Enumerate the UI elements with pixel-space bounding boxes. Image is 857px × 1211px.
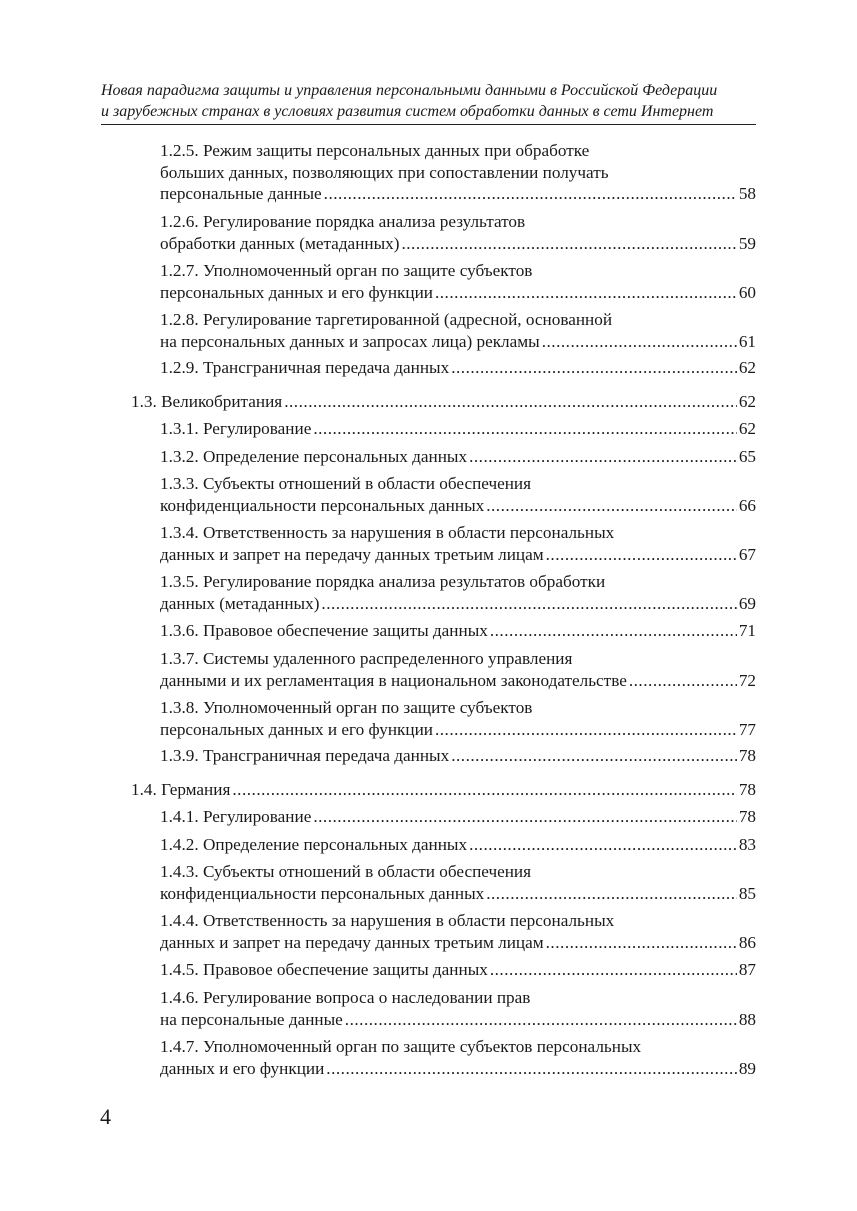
header-rule — [101, 124, 756, 125]
toc-entry-title-line: 1.2.8. Регулирование таргетированной (адресной, основанной — [160, 310, 613, 329]
toc-entry — [160, 522, 756, 565]
toc-entry — [160, 473, 756, 516]
toc-entry — [160, 446, 756, 468]
toc-entry — [160, 910, 756, 953]
toc-entry — [160, 806, 756, 828]
dot-leader — [469, 446, 737, 468]
toc-entry — [131, 391, 756, 413]
dot-leader — [451, 357, 737, 379]
toc-entry-last-line — [160, 959, 756, 981]
toc-entry — [160, 418, 756, 440]
toc-entry — [160, 959, 756, 981]
toc-entry-page: 61 — [738, 331, 756, 351]
toc-entry-title: 1.3. Великобритания — [131, 392, 283, 411]
toc-entry-page: 89 — [738, 1058, 756, 1078]
dot-leader — [490, 959, 737, 981]
toc-entry-title: 1.3.1. Регулирование — [160, 419, 312, 438]
toc-entry-last-line — [160, 745, 756, 767]
toc-entry-page: 77 — [738, 719, 756, 739]
toc-entry-page: 60 — [738, 282, 756, 302]
dot-leader — [321, 593, 736, 615]
running-head-line-2: и зарубежных странах в условиях развития систем обработки данных в сети Интернет — [101, 103, 714, 120]
toc-entry-page: 62 — [738, 419, 756, 438]
toc-entry-page: 83 — [738, 835, 756, 854]
toc-entry-title-line: 1.3.4. Ответственность за нарушения в области персональных — [160, 523, 615, 542]
toc-entry-page: 62 — [738, 392, 756, 411]
toc-entry — [160, 834, 756, 856]
dot-leader — [284, 391, 737, 413]
toc-entry-title: на персональные данные — [160, 1009, 343, 1029]
toc-entry-last-line — [131, 391, 756, 413]
toc-entry-last-line — [160, 1058, 756, 1080]
toc-entry-title: данными и их регламентация в национальном законодательстве — [160, 670, 627, 690]
toc-entry-last-line — [160, 670, 756, 692]
toc-entry-last-line — [160, 282, 756, 304]
toc-entry-title: 1.3.2. Определение персональных данных — [160, 447, 468, 466]
dot-leader — [542, 331, 737, 353]
toc-entry — [160, 1036, 756, 1079]
toc-entry-title: данных (метаданных) — [160, 593, 320, 613]
dot-leader — [469, 834, 737, 856]
toc-entry-last-line — [160, 1009, 756, 1031]
toc-entry-title: данных и запрет на передачу данных третьим лицам — [160, 932, 544, 952]
dot-leader — [313, 418, 736, 440]
toc-entry-page: 72 — [738, 670, 756, 690]
toc-entry-title: 1.4.1. Регулирование — [160, 807, 312, 826]
toc-entry-title: конфиденциальности персональных данных — [160, 495, 485, 515]
dot-leader — [486, 495, 737, 517]
toc-entry-page: 59 — [738, 233, 756, 253]
toc-entry-last-line — [160, 719, 756, 741]
toc-entry-title: на персональных данных и запросах лица) рекламы — [160, 331, 540, 351]
toc-entry-title: персональные данные — [160, 184, 322, 203]
toc-entry-page: 58 — [738, 184, 756, 203]
toc-entry-title-line: 1.4.6. Регулирование вопроса о наследовании прав — [160, 988, 531, 1007]
toc-entry — [160, 357, 756, 379]
toc-entry-title: 1.4.2. Определение персональных данных — [160, 835, 468, 854]
page-number: 4 — [100, 1104, 111, 1129]
toc-entry-title: данных и запрет на передачу данных третьим лицам — [160, 544, 544, 564]
toc-entry — [131, 779, 756, 801]
toc-entry-page: 65 — [738, 447, 756, 466]
dot-leader — [546, 544, 737, 566]
toc-entry-title-line: 1.4.4. Ответственность за нарушения в области персональных — [160, 911, 615, 930]
dot-leader — [313, 806, 736, 828]
toc-entry-page: 78 — [738, 746, 756, 765]
toc-entry-title-line: 1.2.6. Регулирование порядка анализа результатов — [160, 212, 526, 231]
toc-entry-title-line: 1.4.3. Субъекты отношений в области обеспечения — [160, 862, 532, 881]
toc-entry — [160, 140, 756, 205]
toc-entry-last-line — [160, 834, 756, 856]
toc-entry-title: персональных данных и его функции — [160, 282, 433, 302]
toc-entry — [160, 571, 756, 614]
toc-entry-page: 78 — [738, 807, 756, 826]
toc-entry-last-line — [160, 418, 756, 440]
toc-entry-title-line: 1.3.5. Регулирование порядка анализа результатов обработки — [160, 572, 606, 591]
toc-entry — [160, 211, 756, 254]
dot-leader — [546, 932, 737, 954]
toc-entry-title-line: 1.3.7. Системы удаленного распределенного управления — [160, 649, 573, 668]
toc-entry-title: данных и его функции — [160, 1058, 325, 1078]
toc-entry-last-line — [131, 779, 756, 801]
toc-entry — [160, 620, 756, 642]
dot-leader — [486, 883, 737, 905]
toc-entry-title: обработки данных (метаданных) — [160, 233, 400, 253]
toc-entry-last-line — [160, 233, 756, 255]
toc-entry-last-line — [160, 883, 756, 905]
toc-entry-title: 1.3.9. Трансграничная передача данных — [160, 746, 450, 765]
dot-leader — [629, 670, 737, 692]
toc-entry — [160, 745, 756, 767]
toc-entry-title: 1.4. Германия — [131, 780, 231, 799]
toc-entry-page: 88 — [738, 1009, 756, 1029]
toc-entry-title-line: 1.4.7. Уполномоченный орган по защите субъектов персональных — [160, 1037, 642, 1056]
running-head-line-1: Новая парадигма защиты и управления персональными данными в Российской Федерации — [101, 82, 718, 99]
toc-entry-title-line: 1.3.3. Субъекты отношений в области обеспечения — [160, 474, 532, 493]
toc-entry-page: 69 — [738, 593, 756, 613]
dot-leader — [232, 779, 736, 801]
toc-entry-last-line — [160, 932, 756, 954]
dot-leader — [490, 620, 737, 642]
toc-entry-page: 85 — [738, 883, 756, 903]
toc-entry-last-line — [160, 620, 756, 642]
dot-leader — [435, 282, 737, 304]
toc-entry-page: 67 — [738, 544, 756, 564]
toc-entry-page: 86 — [738, 932, 756, 952]
toc-entry — [160, 309, 756, 352]
dot-leader — [345, 1009, 737, 1031]
toc-entry — [160, 987, 756, 1030]
toc-entry-title: 1.2.9. Трансграничная передача данных — [160, 358, 450, 377]
toc-entry-title: персональных данных и его функции — [160, 719, 433, 739]
toc-entry-page: 71 — [738, 621, 756, 640]
dot-leader — [326, 1058, 737, 1080]
toc-entry-title-line: больших данных, позволяющих при сопоставлении получать — [160, 162, 609, 182]
toc-entry-page: 62 — [738, 358, 756, 377]
toc-entry-last-line — [160, 331, 756, 353]
toc-entry-last-line — [160, 357, 756, 379]
toc-entry-title: конфиденциальности персональных данных — [160, 883, 485, 903]
toc-entry-last-line — [160, 495, 756, 517]
toc-entry-page: 78 — [738, 780, 756, 799]
toc-entry-last-line — [160, 544, 756, 566]
toc-entry-title: 1.4.5. Правовое обеспечение защиты данных — [160, 960, 488, 979]
toc-entry-page: 87 — [738, 960, 756, 979]
toc-entry-title: 1.3.6. Правовое обеспечение защиты данных — [160, 621, 488, 640]
toc-entry-last-line — [160, 593, 756, 615]
dot-leader — [401, 233, 736, 255]
dot-leader — [451, 745, 737, 767]
toc-entry-last-line — [160, 183, 756, 205]
running-head — [101, 80, 756, 122]
toc-entry-last-line — [160, 446, 756, 468]
toc-entry — [160, 861, 756, 904]
toc-entry-title-line: 1.2.5. Режим защиты персональных данных при обработке — [160, 141, 590, 160]
toc-entry-title-line: 1.2.7. Уполномоченный орган по защите субъектов — [160, 261, 533, 280]
dot-leader — [324, 183, 737, 205]
toc-entry — [160, 648, 756, 691]
toc-entry-title-line: 1.3.8. Уполномоченный орган по защите субъектов — [160, 698, 533, 717]
toc-entry — [160, 697, 756, 740]
toc-entry — [160, 260, 756, 303]
toc-entry-last-line — [160, 806, 756, 828]
dot-leader — [435, 719, 737, 741]
toc-entry-page: 66 — [738, 495, 756, 515]
